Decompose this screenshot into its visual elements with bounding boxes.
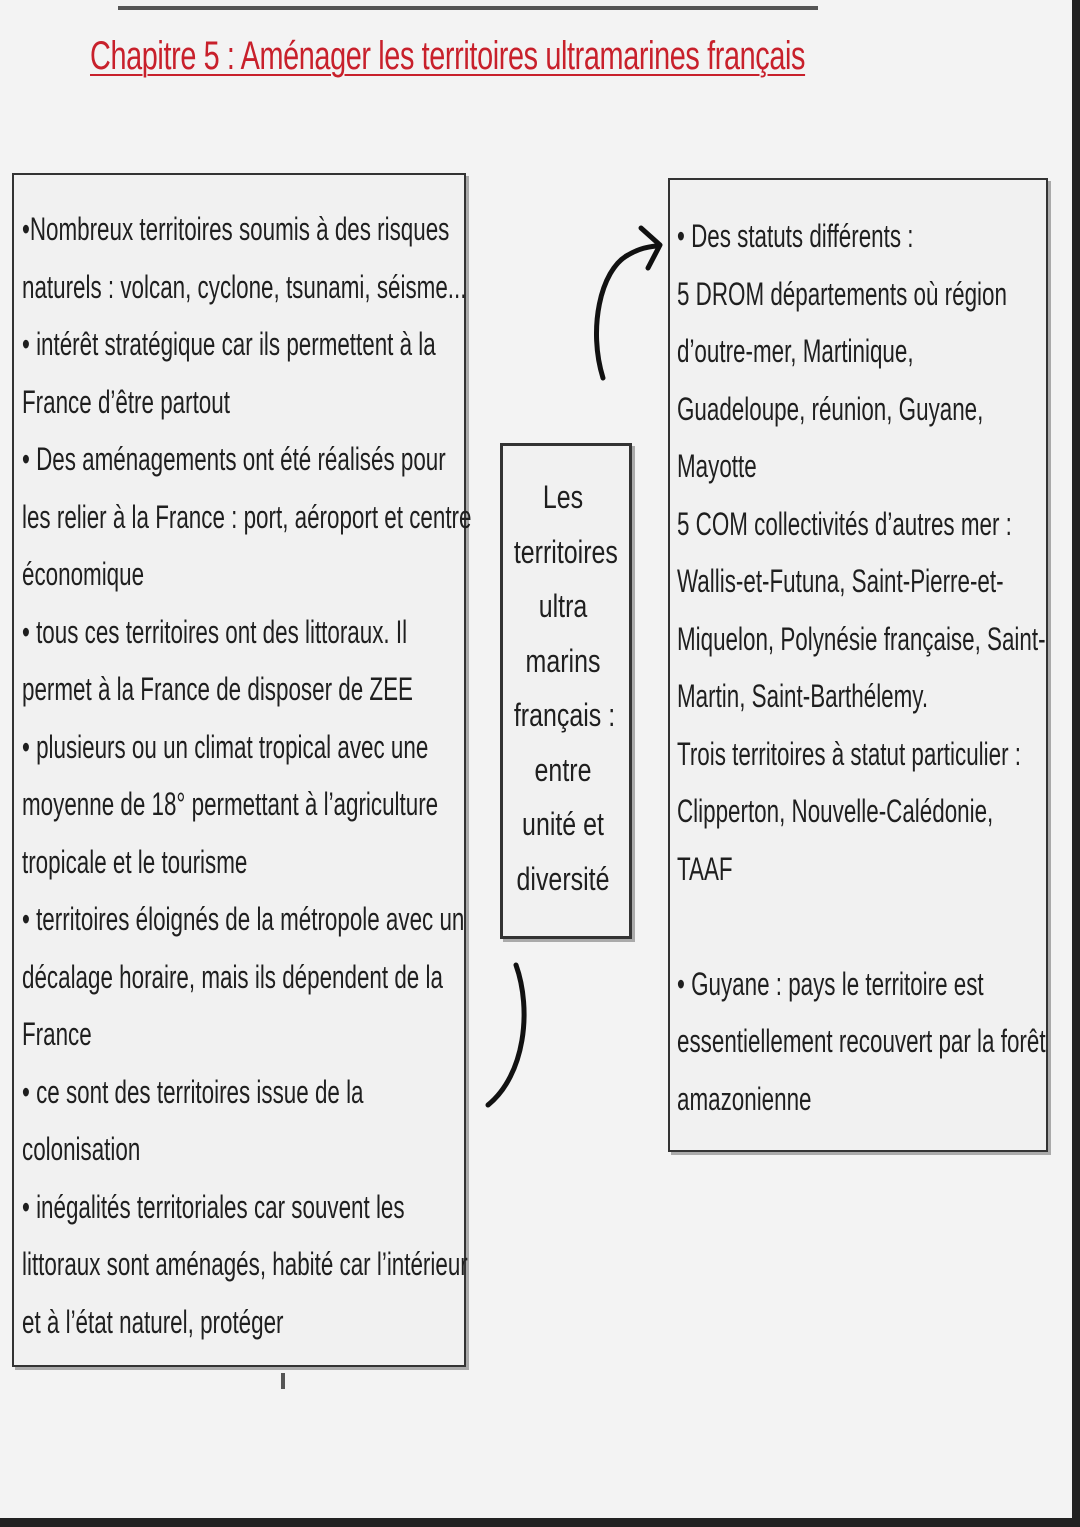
right-notes-line: Miquelon, Polynésie française, Saint-: [677, 620, 1046, 657]
left-notes-line: économique: [22, 556, 145, 592]
right-notes-guyane-line: amazonienne: [677, 1080, 812, 1117]
page-title: Chapitre 5 : Aménager les territoires ultramarines français: [90, 34, 806, 78]
right-notes-line: Trois territoires à statut particulier :: [677, 735, 1021, 772]
right-notes-line: Guadeloupe, réunion, Guyane,: [677, 390, 984, 427]
left-notes-line: décalage horaire, mais ils dépendent de la: [22, 958, 443, 995]
scan-mark: [281, 1373, 285, 1389]
left-notes-line: France d’être partout: [22, 383, 230, 420]
left-notes-line: et à l’état naturel, protéger: [22, 1303, 284, 1340]
center-topic-line: unité et: [522, 806, 604, 842]
left-notes-line: • plusieurs ou un climat tropical avec une: [22, 728, 429, 765]
right-notes-line: d’outre-mer, Martinique,: [677, 333, 914, 369]
left-notes-line: moyenne de 18° permettant à l’agriculture: [22, 786, 439, 822]
right-notes-line: TAAF: [677, 850, 733, 887]
center-topic-line: Les: [542, 479, 584, 515]
left-notes-line: les relier à la France : port, aéroport et centre: [22, 498, 472, 535]
right-notes-line: Clipperton, Nouvelle-Calédonie,: [677, 793, 994, 829]
center-topic-line: marins: [525, 642, 601, 679]
arrow-to-left-box: [488, 965, 524, 1105]
left-notes-line: • tous ces territoires ont des littoraux. Il: [22, 613, 408, 650]
center-topic-line: entre: [534, 751, 592, 788]
right-notes-line: Mayotte: [677, 448, 757, 484]
right-notes-line: Martin, Saint-Barthélemy.: [677, 678, 929, 714]
center-topic-line: diversité: [516, 860, 610, 897]
left-notes-line: permet à la France de disposer de ZEE: [22, 671, 413, 707]
center-topic-line: ultra: [538, 588, 588, 624]
center-topic-line: territoires: [513, 533, 618, 570]
right-notes-guyane-line: • Guyane : pays le territoire est: [677, 965, 984, 1002]
left-notes-line: colonisation: [22, 1131, 141, 1167]
left-notes-line: •Nombreux territoires soumis à des risques: [22, 211, 450, 247]
right-notes-line: Wallis-et-Futuna, Saint-Pierre-et-: [677, 563, 1004, 599]
left-notes-line: • intérêt stratégique car ils permettent à la: [22, 326, 436, 362]
left-notes-line: littoraux sont aménagés, habité car l’intérieur: [22, 1246, 468, 1282]
left-notes-line: naturels : volcan, cyclone, tsunami, séisme...: [22, 268, 467, 305]
right-notes-line: 5 DROM départements où région: [677, 275, 1007, 312]
right-notes-guyane-line: essentiellement recouvert par la forêt: [677, 1023, 1046, 1059]
left-notes-line: • ce sont des territoires issue de la: [22, 1073, 364, 1110]
left-notes-line: France: [22, 1016, 92, 1052]
left-notes-line: • Des aménagements ont été réalisés pour: [22, 441, 446, 477]
left-notes-line: • inégalités territoriales car souvent les: [22, 1188, 405, 1225]
left-notes-line: • territoires éloignés de la métropole avec un: [22, 901, 465, 937]
center-topic-line: français :: [513, 697, 616, 733]
left-notes-line: tropicale et le tourisme: [22, 843, 248, 880]
right-notes-line: 5 COM collectivités d’autres mer :: [677, 505, 1012, 542]
right-notes-line: • Des statuts différents :: [677, 218, 914, 254]
